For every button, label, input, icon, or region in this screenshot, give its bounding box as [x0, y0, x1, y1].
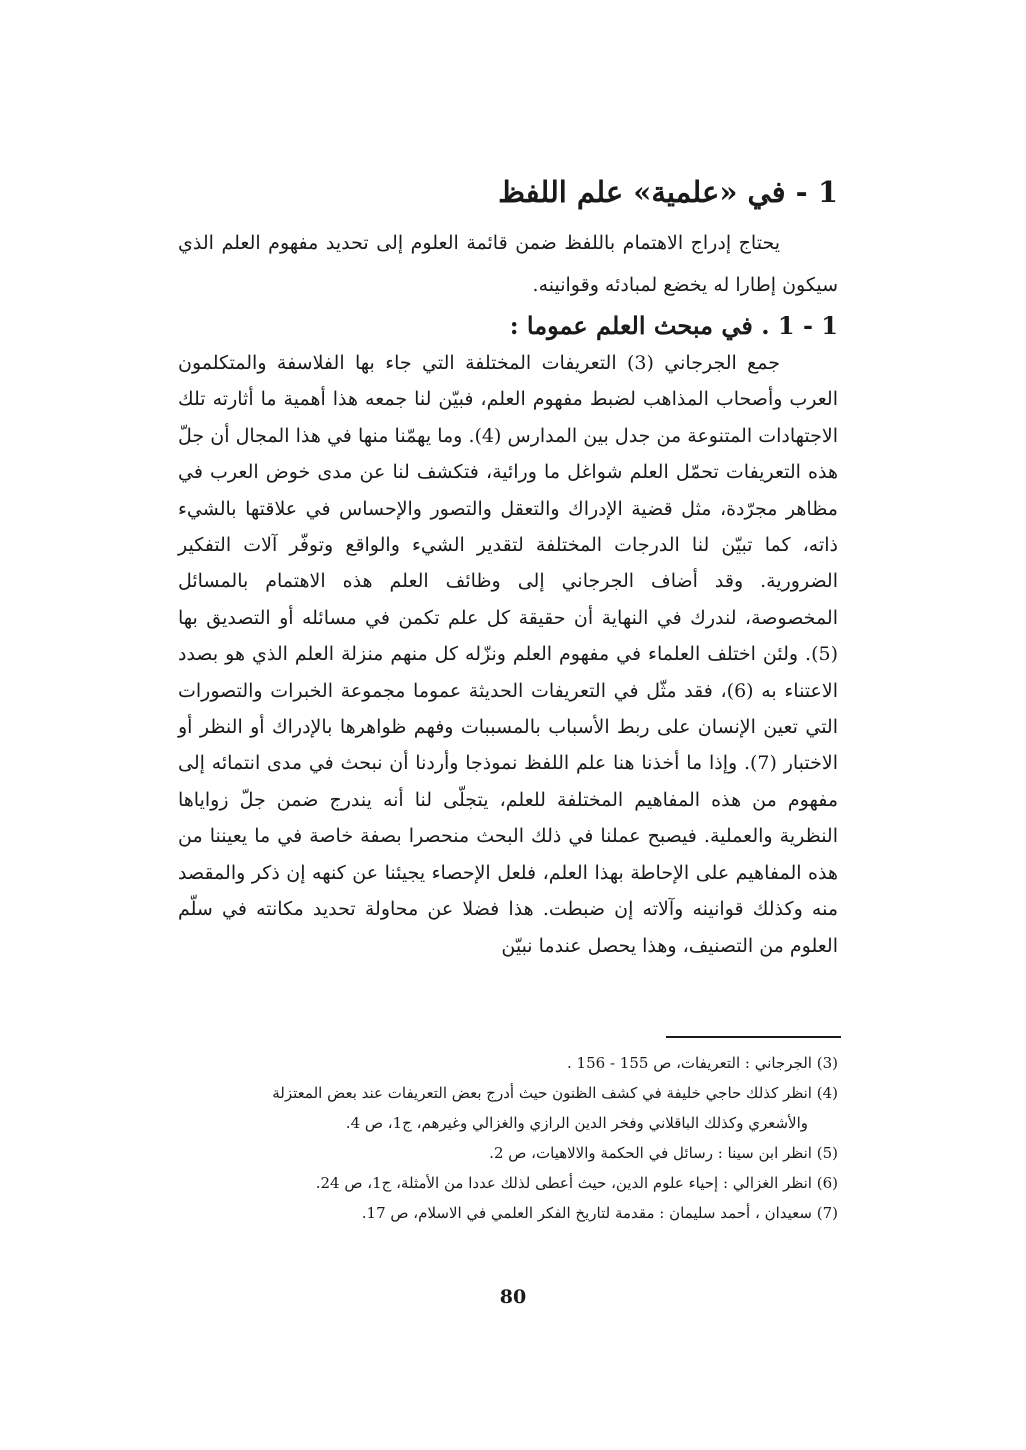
page-number: 80	[499, 1286, 527, 1308]
footnote-4: (4) انظر كذلك حاجي خليفة في كشف الظنون حيث أدرج بعض التعريفات عند بعض المعتزلة	[272, 1084, 838, 1102]
footnote-7: (7) سعيدان ، أحمد سليمان : مقدمة لتاريخ الفكر العلمي في الاسلام، ص 17.	[361, 1204, 838, 1222]
section-heading: 1 - في «علمية» علم اللفظ	[498, 175, 838, 209]
footnote-4-continuation: والأشعري وكذلك الباقلاني وفخر الدين الرازي والغزالي وغيرهم، ج1، ص 4.	[345, 1114, 808, 1132]
intro-paragraph	[178, 222, 838, 306]
footnote-6: (6) انظر الغزالي : إحياء علوم الدين، حيث أعطى لذلك عددا من الأمثلة، ج1، ص 24.	[315, 1174, 838, 1192]
body-paragraph	[178, 345, 838, 964]
footnote-5: (5) انظر ابن سينا : رسائل في الحكمة والالاهيات، ص 2.	[489, 1144, 838, 1162]
footnotes-list	[178, 1048, 838, 1228]
intro-text: يحتاج إدراج الاهتمام باللفظ ضمن قائمة العلوم إلى تحديد مفهوم العلم الذي سيكون إطارا له يخضع لمبادئه وقوانينه.	[178, 232, 838, 296]
body-text: جمع الجرجاني (3) التعريفات المختلفة التي جاء بها الفلاسفة والمتكلمون العرب وأصحاب المذاهب لضبط مفهوم العلم، فبيّن لنا جمعه هذا أهمية ما أثارته تلك الاجتهادات المتنوعة من جدل بين المدارس (4). وما يهمّنا منها في هذا المجال أن جلّ هذه التعريفات تحمّل العلم شواغل ما ورائية، فتكشف لنا عن مدى خوض العرب في مظاهر مجرّدة، مثل قضية الإدراك والتعقل والتصور والإحساس في علاقتها بالشيء ذاته، كما تبيّن لنا الدرجات المختلفة لتقدير الشيء والواقع وتوفّر آلات التفكير الضرورية. وقد أضاف الجرجاني إلى وظائف العلم هذه الاهتمام بالمسائل المخصوصة، لندرك في النهاية أن حقيقة كل علم تكمن في مسائله أو التصديق بها (5). ولئن اختلف العلماء في مفهوم العلم ونزّله كل منهم منزلة العلم الذي هو بصدد الاعتناء به (6)، فقد مثّل في التعريفات الحديثة عموما مجموعة الخبرات والتصورات التي تعين الإنسان على ربط الأسباب بالمسببات وفهم ظواهرها بالإدراك أو النظر أو الاختبار (7). وإذا ما أخذنا هنا علم اللفظ نموذجا وأردنا أن نبحث في مدى انتمائه إلى مفهوم من هذه المفاهيم المختلفة للعلم، يتجلّى لنا أنه يندرج ضمن جلّ زواياها النظرية والعملية. فيصبح عملنا في ذلك البحث منحصرا بصفة خاصة في ما يعيننا من هذه المفاهيم على الإحاطة بهذا العلم، فلعل الإحصاء يجيئنا عن كنهه إن ذكر والمقصد منه وكذلك قوانينه وآلاته إن ضبطت. هذا فضلا عن محاولة تحديد مكانته في سلّم العلوم من التصنيف، وهذا يحصل عندما نبيّن	[178, 352, 838, 957]
footnote-divider	[666, 1036, 841, 1038]
subsection-heading: 1 - 1 . في مبحث العلم عموما :	[509, 311, 838, 340]
footnote-3: (3) الجرجاني : التعريفات، ص 155 - 156 .	[566, 1054, 838, 1072]
